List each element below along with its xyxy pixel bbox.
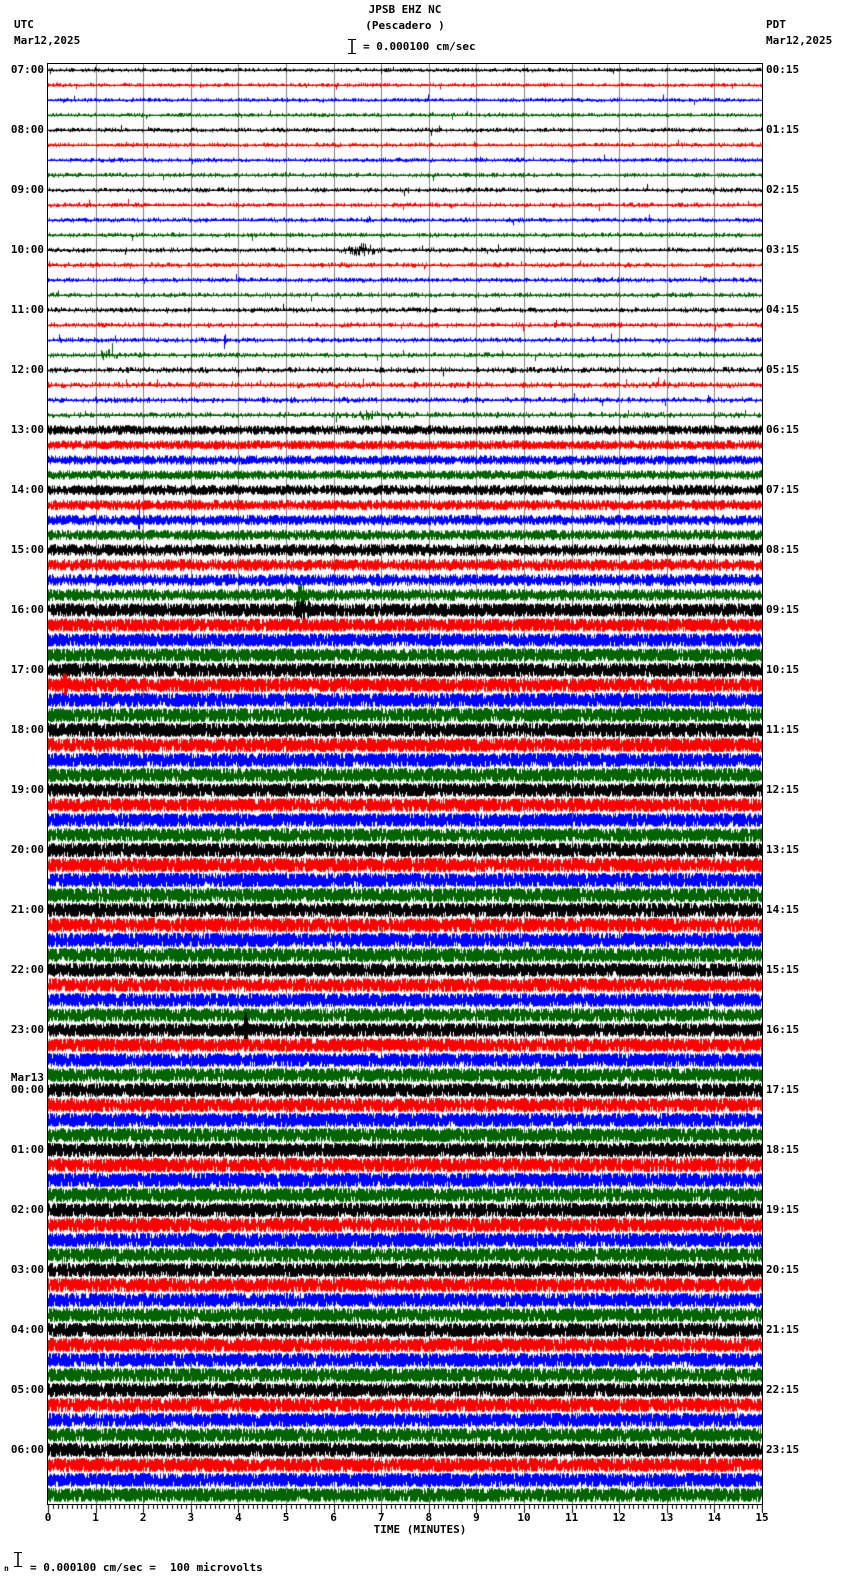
right-date-label: Mar12,2025 [766,34,833,47]
pdt-hour-label: 11:15 [766,723,800,736]
x-axis-tick-label: 14 [707,1511,722,1524]
x-axis-tick-label: 10 [517,1511,531,1524]
pdt-hour-label: 04:15 [766,303,800,316]
pdt-hour-label: 17:15 [766,1083,800,1096]
utc-hour-label: 00:00 [10,1083,44,1096]
utc-hour-label: 04:00 [10,1323,44,1336]
x-axis-ticks [47,1505,763,1515]
utc-hour-label: 15:00 [10,543,44,556]
x-axis-tick-label: 9 [473,1511,480,1524]
pdt-hour-label: 07:15 [766,483,800,496]
pdt-hour-label: 18:15 [766,1143,800,1156]
page-subtitle: (Pescadero ) [365,19,445,32]
utc-hour-label: 14:00 [10,483,44,496]
utc-hour-label: 17:00 [10,663,44,676]
x-axis-tick-label: 12 [612,1511,626,1524]
scale-label: = 0.000100 cm/sec [363,40,476,53]
pdt-hour-label: 16:15 [766,1023,800,1036]
utc-hour-label: 02:00 [10,1203,44,1216]
pdt-hour-label: 23:15 [766,1443,800,1456]
utc-hour-label: 09:00 [10,183,44,196]
utc-hour-label: 12:00 [10,363,44,376]
x-axis-tick-label: 5 [282,1511,290,1524]
utc-hour-label: 16:00 [10,603,44,616]
pdt-hour-label: 09:15 [766,603,800,616]
x-axis-tick-label: 8 [425,1511,433,1524]
pdt-hour-label: 15:15 [766,963,800,976]
x-axis-tick-label: 7 [377,1511,385,1524]
footer-scale-value: 100 microvolts [170,1561,263,1574]
utc-hour-label: 23:00 [10,1023,44,1036]
pdt-hour-label: 02:15 [766,183,800,196]
x-axis-tick-label: 0 [44,1511,52,1524]
footer-scale-bar-icon [13,1551,23,1568]
pdt-hour-label: 10:15 [766,663,800,676]
pdt-hour-label: 14:15 [766,903,800,916]
left-date-label: Mar12,2025 [14,34,81,47]
utc-hour-label: 22:00 [10,963,44,976]
pdt-hour-label: 22:15 [766,1383,800,1396]
right-timezone-label: PDT [766,18,786,31]
left-timezone-label: UTC [14,18,34,31]
x-axis-tick-label: 13 [660,1511,674,1524]
scale-bar-icon [347,38,357,55]
x-axis-tick-label: 3 [187,1511,195,1524]
x-axis-tick-label: 15 [755,1511,769,1524]
x-axis-tick-label: 4 [235,1511,242,1524]
x-axis-tick-label: 1 [92,1511,99,1524]
x-axis-tick-label: 2 [139,1511,147,1524]
utc-hour-label: 07:00 [10,63,44,76]
x-axis-title: TIME (MINUTES) [373,1523,467,1536]
footer-scale-note: = 0.000100 cm/sec = [30,1561,156,1574]
utc-hour-label: 06:00 [10,1443,44,1456]
utc-hour-label: 20:00 [10,843,44,856]
pdt-hour-label: 21:15 [766,1323,800,1336]
utc-hour-label: 21:00 [10,903,44,916]
date-change-label: Mar13 [10,1071,44,1084]
utc-hour-label: 08:00 [10,123,44,136]
utc-hour-label: 01:00 [10,1143,44,1156]
utc-hour-label: 11:00 [10,303,44,316]
seismogram-canvas [48,64,762,1504]
pdt-hour-label: 00:15 [766,63,800,76]
pdt-hour-label: 03:15 [766,243,800,256]
pdt-hour-label: 20:15 [766,1263,800,1276]
footer-scale-prefix: n [4,1564,9,1573]
pdt-hour-label: 05:15 [766,363,800,376]
x-axis-tick-label: 11 [564,1511,579,1524]
pdt-hour-label: 19:15 [766,1203,800,1216]
utc-hour-label: 19:00 [10,783,44,796]
utc-hour-label: 13:00 [10,423,44,436]
utc-hour-label: 03:00 [10,1263,44,1276]
pdt-hour-label: 06:15 [766,423,800,436]
utc-hour-label: 18:00 [10,723,44,736]
pdt-hour-label: 08:15 [766,543,800,556]
utc-hour-label: 05:00 [10,1383,44,1396]
pdt-hour-label: 01:15 [766,123,800,136]
pdt-hour-label: 13:15 [766,843,800,856]
pdt-hour-label: 12:15 [766,783,800,796]
utc-hour-label: 10:00 [10,243,44,256]
page-title: JPSB EHZ NC [368,3,442,16]
x-axis-tick-label: 6 [330,1511,337,1524]
